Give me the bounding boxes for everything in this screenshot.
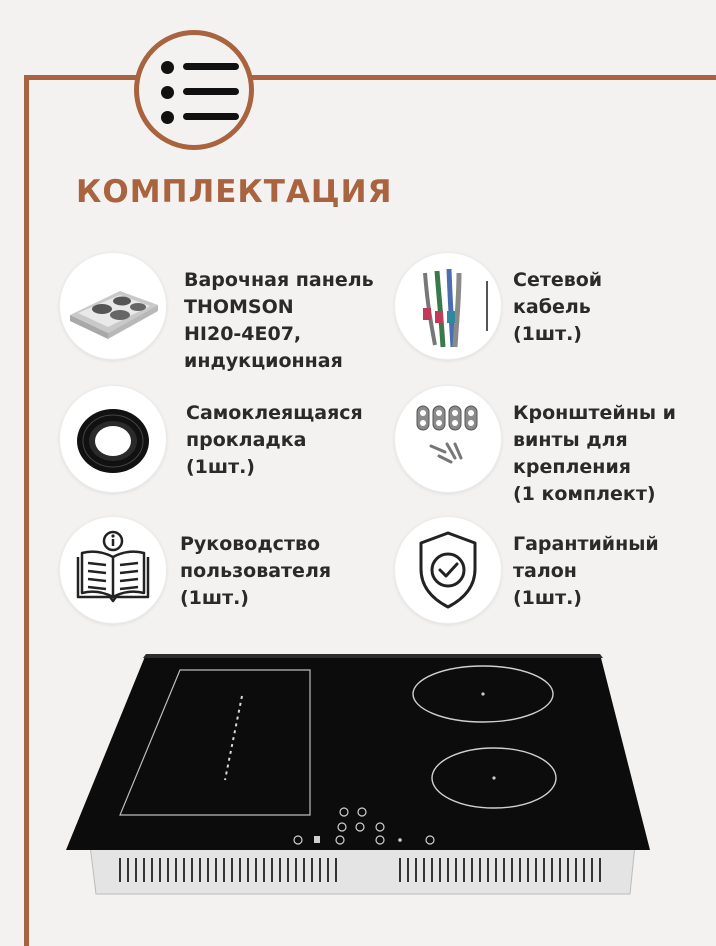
list-row (161, 113, 237, 121)
list-row (161, 63, 237, 71)
kit-item-label: Самоклеящаяся прокладка (1шт.) (186, 402, 363, 478)
sealing-tape-icon (60, 386, 166, 492)
kit-item-label: Варочная панель THOMSON HI20-4E07, индукционная (184, 269, 374, 372)
induction-hob-photo (60, 650, 660, 905)
list-icon (134, 30, 254, 150)
frame-left-line (24, 75, 29, 946)
manual-book-icon (60, 517, 166, 623)
list-row (161, 88, 237, 96)
section-title: КОМПЛЕКТАЦИЯ (76, 174, 393, 210)
kit-item-label: Кронштейны и винты для крепления (1 комплект) (513, 402, 676, 505)
power-cable-icon (395, 253, 501, 359)
kit-item-label: Гарантийный талон (1шт.) (513, 533, 659, 609)
kit-item-label: Руководство пользователя (1шт.) (180, 533, 332, 609)
cooktop-icon (60, 253, 166, 359)
brackets-screws-icon (395, 386, 501, 492)
warranty-shield-icon (395, 517, 501, 623)
frame-top-line (24, 75, 716, 80)
kit-item-label: Сетевой кабель (1шт.) (513, 269, 603, 345)
